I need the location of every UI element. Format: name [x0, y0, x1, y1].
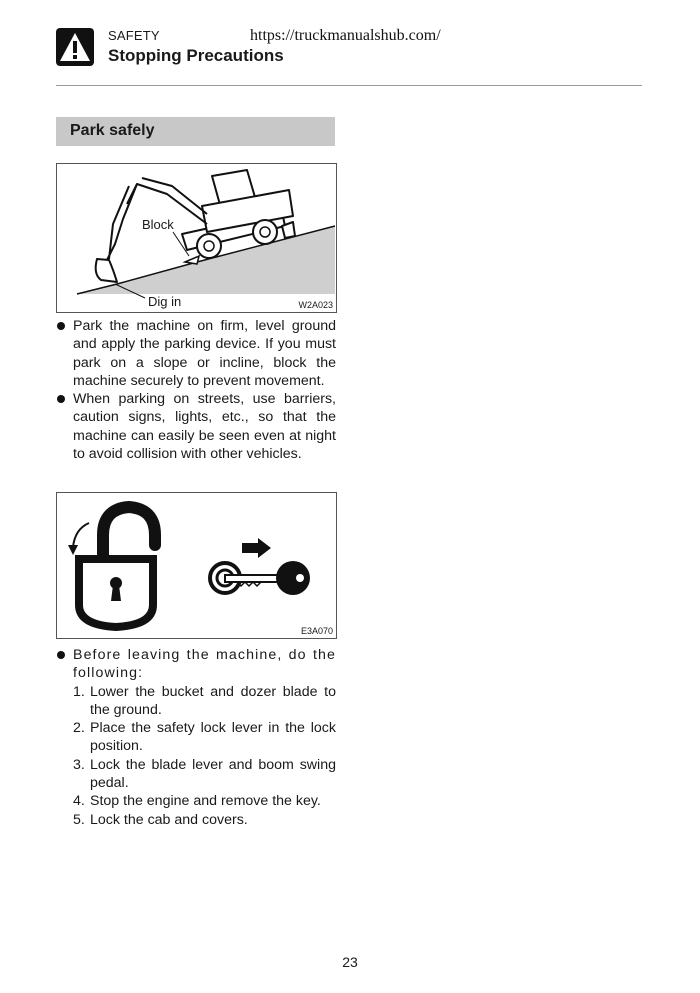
warning-triangle-icon [56, 28, 94, 66]
steps-list [56, 683, 336, 829]
excavator-slope-figure [56, 163, 337, 313]
list-item: 5. Lock the cab and covers. [73, 811, 248, 828]
page-title: Stopping Precautions [108, 46, 284, 65]
padlock-icon [68, 507, 155, 627]
leaving-machine-bullets [56, 646, 336, 829]
figure-code: E3A070 [300, 626, 333, 636]
dig-in-label: Dig in [148, 294, 182, 309]
list-item: 1. Lower the bucket and dozer blade to the ground. [73, 683, 336, 718]
header-divider [56, 85, 642, 86]
lock-key-figure [56, 492, 337, 639]
block-label: Block [142, 217, 174, 232]
list-item: 3. Lock the blade lever and boom swing pedal. [73, 756, 336, 792]
bullet-item: Park the machine on firm, level ground and apply the parking device. If you must park on a slope or incline, block the machine securely to prevent movement. [56, 317, 336, 390]
parking-bullets [56, 317, 336, 463]
figure-code: W2A023 [298, 300, 333, 310]
page-number: 23 [342, 954, 358, 970]
bullet-item: Before leaving the machine, do the following: [56, 646, 336, 683]
section-heading: Park safely [70, 122, 155, 139]
list-item: 4. Stop the engine and remove the key. [73, 793, 321, 810]
section-heading-bar [56, 117, 335, 146]
list-item: 2. Place the safety lock lever in the lock position. [73, 720, 336, 755]
key-icon [210, 538, 310, 595]
header-section: SAFETY [108, 28, 160, 43]
header-url[interactable]: https://truckmanualshub.com/ [250, 27, 441, 44]
excavator-slope-illustration [57, 164, 336, 312]
bullet-item: When parking on streets, use barriers, caution signs, lights, etc., so that the machine can easily be seen even at night to avoid collision with other vehicles. [56, 390, 336, 463]
